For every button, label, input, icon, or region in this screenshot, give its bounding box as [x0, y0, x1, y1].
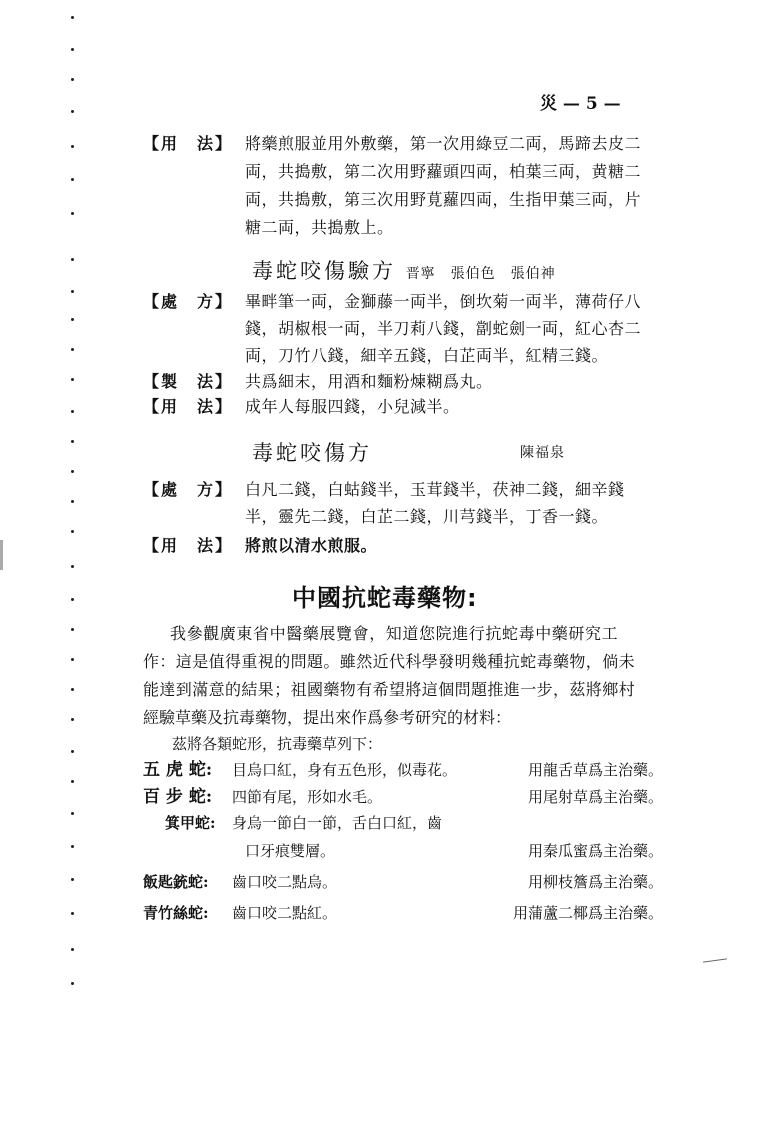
snake-desc: 齒口咬二點烏。	[232, 873, 338, 891]
prescription-label: 【處 方】	[143, 480, 234, 499]
binding-hole	[71, 410, 74, 413]
binding-hole	[71, 530, 74, 533]
usage-line: 両，共搗敷，第二次用野蘿頭四両，柏葉三両，黄糖二	[245, 162, 642, 181]
binding-hole	[71, 16, 74, 19]
binding-hole	[71, 878, 74, 881]
page-edge-mark	[0, 540, 3, 570]
snake-remedy: 用柳枝簷爲主治藥。	[527, 873, 663, 891]
snake-desc: 齒口咬二點紅。	[232, 904, 338, 922]
binding-hole	[71, 378, 74, 381]
binding-hole	[71, 688, 74, 691]
usage-label: 【用 法】	[143, 134, 234, 153]
binding-hole	[71, 212, 74, 215]
binding-hole	[71, 500, 74, 503]
usage-line: 糖二両，共搗敷上。	[245, 218, 394, 237]
preparation-text: 共爲細末，用酒和麵粉煉糊爲丸。	[245, 372, 493, 391]
binding-hole	[71, 750, 74, 753]
usage-text: 將煎以清水煎服。	[245, 536, 378, 555]
prescription-line: 白凡二錢，白蛄錢半，玉茸錢半，茯神二錢，細辛錢	[245, 480, 625, 499]
list-intro: 茲將各類蛇形，抗毒藥草列下：	[172, 735, 383, 753]
snake-remedy: 用蒲蘆二椰爲主治藥。	[512, 904, 663, 922]
prescription-line: 半，靈先二錢，白芷二錢，川芎錢半，丁香一錢。	[245, 507, 609, 526]
snake-name: 飯匙銃蛇:	[143, 873, 209, 891]
binding-hole	[71, 845, 74, 848]
paragraph-line: 作：這是值得重視的問題。雖然近代科學發明幾種抗蛇毒藥物，倘未	[143, 652, 636, 671]
snake-name: 五 虎 蛇:	[143, 760, 213, 780]
snake-remedy: 用尾射草爲主治藥。	[527, 788, 663, 806]
binding-hole	[71, 290, 74, 293]
snake-name: 箕甲蛇:	[165, 814, 216, 832]
recipe-title: 毒蛇咬傷方	[252, 441, 372, 465]
usage-line: 両，共搗敷，第三次用野莧蘿四両，生指甲葉三両，片	[245, 190, 642, 209]
usage-label: 【用 法】	[143, 536, 234, 555]
preparation-label: 【製 法】	[143, 372, 234, 391]
snake-remedy: 用龍舌草爲主治藥。	[527, 761, 663, 779]
binding-hole	[71, 440, 74, 443]
binding-hole	[71, 912, 74, 915]
usage-line: 將藥煎服並用外敷藥，第一次用綠豆二両，馬蹄去皮二	[245, 134, 642, 153]
binding-hole	[71, 982, 74, 985]
scan-mark	[703, 958, 727, 962]
binding-hole	[71, 598, 74, 601]
paragraph-line: 經驗草藥及抗毒藥物，提出來作爲參考研究的材料：	[143, 708, 512, 727]
paragraph-line: 我參觀廣東省中醫藥展覽會，知道您院進行抗蛇毒中藥研究工	[170, 624, 619, 643]
page-number: 災 — 5 —	[540, 94, 621, 114]
recipe-authors: 陳福泉	[520, 445, 565, 461]
recipe-authors: 晋寧 張伯色 張伯神	[405, 266, 556, 282]
binding-hole	[71, 628, 74, 631]
recipe-title	[252, 255, 556, 285]
prescription-line: 錢，胡椒根一両，半刀莉八錢，劏蛇劍一両，紅心杏二	[245, 319, 642, 338]
binding-hole	[71, 48, 74, 51]
prescription-line: 両，刀竹八錢，細辛五錢，白芷両半，紅精三錢。	[245, 346, 609, 365]
snake-desc: 口牙痕雙層。	[245, 842, 336, 860]
binding-hole	[71, 812, 74, 815]
snake-desc: 四節有尾，形如水毛。	[232, 788, 383, 806]
section-heading: 中國抗蛇毒藥物:	[292, 584, 478, 612]
snake-desc: 目烏口紅，身有五色形，似毒花。	[232, 761, 458, 779]
usage-text: 成年人每服四錢，小兒減半。	[245, 397, 460, 416]
snake-desc: 身烏一節白一節，舌白口紅，齒	[232, 814, 443, 832]
prescription-line: 畢畔筆一両，金獅藤一両半，倒坎菊一両半，薄荷仔八	[245, 292, 642, 311]
binding-hole	[71, 178, 74, 181]
prescription-label: 【處 方】	[143, 292, 234, 311]
binding-hole	[71, 470, 74, 473]
snake-remedy: 用秦瓜蜜爲主治藥。	[527, 842, 663, 860]
binding-hole	[71, 258, 74, 261]
snake-name: 百 步 蛇:	[143, 787, 213, 807]
usage-label: 【用 法】	[143, 397, 234, 416]
paragraph-line: 能達到滿意的結果；祖國藥物有希望將這個問題推進一步，茲將鄉村	[143, 680, 636, 699]
binding-hole	[71, 780, 74, 783]
binding-hole	[71, 78, 74, 81]
recipe-title-text: 毒蛇咬傷驗方	[252, 259, 396, 283]
binding-hole	[71, 145, 74, 148]
binding-hole	[71, 348, 74, 351]
binding-hole	[71, 718, 74, 721]
binding-hole	[71, 565, 74, 568]
binding-hole	[71, 110, 74, 113]
binding-hole	[71, 948, 74, 951]
binding-hole	[71, 318, 74, 321]
snake-name: 青竹絲蛇:	[143, 904, 209, 922]
binding-hole	[71, 658, 74, 661]
